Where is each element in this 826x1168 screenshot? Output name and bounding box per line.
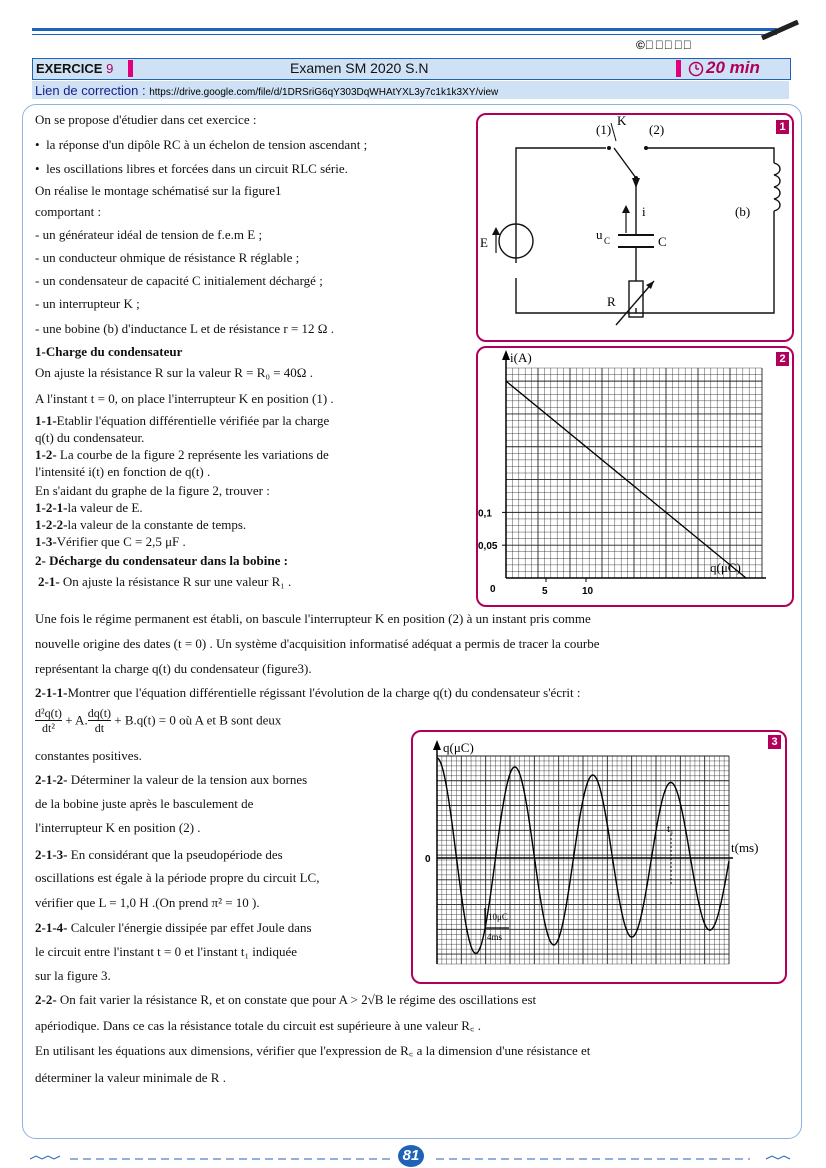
question-cont: constantes positives.: [35, 748, 142, 763]
question: [35, 685, 581, 701]
arrow-up-icon: [622, 205, 630, 213]
question-number: 1-2-2-: [35, 517, 68, 532]
header-rule: [32, 28, 777, 31]
eq-term: + A.: [61, 712, 88, 728]
question-cont: l'intensité i(t) en fonction de q(t) .: [35, 464, 211, 479]
question-number: 1-2-: [35, 447, 57, 462]
intro-line: On se propose d'étudier dans cet exercice :: [35, 112, 257, 127]
question-number: 1-2-1-: [35, 500, 68, 515]
question: [35, 517, 246, 533]
y-tick-label: 0,05: [478, 541, 498, 553]
intro-bullet: • la réponse d'un dipôle RC à un échelon de tension ascendant ;: [35, 137, 368, 152]
question-number: 2-1-: [38, 574, 60, 589]
question-cont: le circuit entre l'instant t = 0 et l'instant t₁ indiquée: [35, 944, 298, 959]
chart-q-vs-t: [411, 730, 785, 984]
question-text: la valeur de E.: [67, 500, 143, 515]
accent-mark: [128, 60, 133, 77]
paragraph: représentant la charge q(t) du condensateur (figure3).: [35, 661, 312, 676]
question-text: Vérifier que C = 2,5 μF .: [56, 534, 186, 549]
figure-number: 3: [768, 735, 781, 749]
question-text: On ajuste la résistance R sur une valeur R₁ .: [59, 574, 292, 589]
question-text: En considérant que la pseudopériode des: [67, 847, 283, 862]
switch-label: K: [617, 113, 627, 128]
bullet-text: les oscillations libres et forcées dans un circuit RLC série.: [46, 161, 348, 176]
question: [35, 847, 283, 863]
component-item: - une bobine (b) d'inductance L et de résistance r = 12 Ω .: [35, 321, 334, 336]
header-rule-thin: [32, 34, 777, 35]
eq-numerator: d²q(t): [35, 706, 62, 720]
question-text: la valeur de la constante de temps.: [67, 517, 247, 532]
question: [35, 500, 143, 516]
intro-line: On réalise le montage schématisé sur la figure1: [35, 183, 282, 198]
question-cont: déterminer la valeur minimale de R .: [35, 1070, 226, 1085]
paragraph: nouvelle origine des dates (t = 0) . Un système d'acquisition informatisé adéquat a permis de tracer la courbe: [35, 636, 600, 651]
question: [35, 447, 329, 463]
x-axis-label: q(μC): [710, 560, 741, 575]
differential-equation: [35, 706, 281, 742]
question: [38, 574, 291, 590]
question-cont: l'interrupteur K en position (2) .: [35, 820, 201, 835]
question-number: 2-1-1-: [35, 685, 68, 700]
paragraph: Une fois le régime permanent est établi, on bascule l'interrupteur K en position (2) à un instant pris comme: [35, 611, 591, 626]
section-title: 1-Charge du condensateur: [35, 344, 183, 359]
page-number: 81: [398, 1145, 424, 1167]
question-cont: vérifier que L = 1,0 H .(On prend π² = 10 ).: [35, 895, 260, 910]
clock-icon: [688, 61, 704, 77]
uc-label: u: [596, 227, 603, 242]
component-item: - un interrupteur K ;: [35, 296, 140, 311]
arrow-down-icon: [632, 178, 640, 188]
coil-label: (b): [735, 204, 751, 219]
intro-line: comportant :: [35, 204, 102, 219]
correction-link[interactable]: https://drive.google.com/file/d/1DRSriG6qY303DqWHAtYXL3y7c1k1k3XY/view: [149, 87, 499, 98]
current-label: i: [642, 204, 646, 219]
y-axis-label: i(A): [510, 350, 532, 365]
bullet-text: la réponse d'un dipôle RC à un échelon de tension ascendant ;: [46, 137, 368, 152]
uc-subscript: C: [604, 236, 611, 246]
question-cont: q(t) du condensateur.: [35, 430, 145, 445]
resistor-label: R: [607, 294, 616, 309]
question: [35, 534, 186, 550]
eq-denominator: dt²: [42, 721, 55, 735]
eq-term: + B.q(t) = 0 où A et B sont deux: [111, 712, 282, 728]
x-tick-label: 5: [542, 586, 548, 597]
switch-pos1-label: (1): [596, 122, 612, 137]
correction-label: Lien de correction :: [35, 83, 150, 98]
correction-link-row: [35, 83, 498, 98]
question-cont: En s'aidant du graphe de la figure 2, trouver :: [35, 483, 270, 498]
eq-numerator: dq(t): [87, 706, 112, 720]
intro-bullet: • les oscillations libres et forcées dans un circuit RLC série.: [35, 161, 348, 176]
question-number: 2-1-4-: [35, 920, 68, 935]
question-text: Calculer l'énergie dissipée par effet Joule dans: [67, 920, 312, 935]
exam-title: Examen SM 2020 S.N: [290, 60, 429, 76]
question-cont: En utilisant les équations aux dimensions, vérifier que l'expression de R꜀ a la dimension d'une résistance et: [35, 1043, 591, 1058]
question: [35, 772, 307, 788]
question-number: 2-2-: [35, 992, 57, 1007]
capacitor-label: C: [658, 234, 667, 249]
paragraph: On ajuste la résistance R sur la valeur R = R₀ = 40Ω .: [35, 365, 313, 380]
question-text: Etablir l'équation différentielle vérifiée par la charge: [56, 413, 330, 428]
y-axis-label: q(μC): [443, 740, 474, 755]
exercise-number: 9: [106, 61, 114, 76]
paragraph: A l'instant t = 0, on place l'interrupteur K en position (1) .: [35, 391, 334, 406]
question: [35, 992, 536, 1008]
arrow-up-icon: [492, 227, 500, 235]
question-text: Déterminer la valeur de la tension aux bornes: [67, 772, 308, 787]
circuit-diagram: [476, 113, 790, 342]
question: [35, 920, 312, 936]
component-item: - un condensateur de capacité C initialement déchargé ;: [35, 273, 323, 288]
question: [35, 413, 329, 429]
question-number: 2-1-3-: [35, 847, 68, 862]
question-cont: apériodique. Dans ce cas la résistance totale du circuit est supérieure à une valeur R꜀ .: [35, 1018, 481, 1033]
accent-mark: [676, 60, 681, 77]
x-tick-label: 10: [582, 586, 594, 597]
emf-label: E: [480, 235, 488, 250]
arrow-icon: [646, 281, 654, 289]
x-axis-label: t(ms): [731, 840, 759, 855]
exercise-word: EXERCICE: [36, 61, 103, 76]
scale-t-label: 4ms: [487, 932, 503, 942]
origin-label: 0: [490, 584, 496, 595]
question-text: La courbe de la figure 2 représente les variations de: [56, 447, 329, 462]
duration-label: 20 min: [706, 58, 760, 77]
scale-q-label: 10μC: [488, 912, 508, 922]
eq-denominator: dt: [94, 721, 105, 735]
chart-i-vs-q: [476, 346, 792, 607]
question-cont: oscillations est égale à la période propre du circuit LC,: [35, 870, 320, 885]
figure-number: 2: [776, 352, 789, 366]
component-item: - un conducteur ohmique de résistance R réglable ;: [35, 250, 300, 265]
figure-number: 1: [776, 120, 789, 134]
question-number: 1-3-: [35, 534, 57, 549]
origin-label: 0: [425, 854, 431, 865]
y-axis-arrow-icon: [433, 740, 441, 750]
y-axis-arrow-icon: [502, 350, 510, 360]
exercise-label: [36, 61, 113, 76]
y-tick-label: 0,1: [478, 508, 492, 520]
t1-label: t₁: [667, 823, 674, 835]
question-cont: de la bobine juste après le basculement de: [35, 796, 254, 811]
license-badge: ©⃝⊕⃝⊜⃝: [636, 38, 693, 52]
question-number: 1-1-: [35, 413, 57, 428]
section-title: 2- Décharge du condensateur dans la bobine :: [35, 553, 288, 568]
corner-decoration: [760, 20, 800, 40]
question-cont: sur la figure 3.: [35, 968, 111, 983]
question-text: On fait varier la résistance R, et on constate que pour A > 2√B le régime des oscillations est: [56, 992, 537, 1007]
switch-pos2-label: (2): [649, 122, 665, 137]
component-item: - un générateur idéal de tension de f.e.m E ;: [35, 227, 263, 242]
question-number: 2-1-2-: [35, 772, 68, 787]
question-text: Montrer que l'équation différentielle régissant l'évolution de la charge q(t) du condensateur s'écrit :: [67, 685, 581, 700]
